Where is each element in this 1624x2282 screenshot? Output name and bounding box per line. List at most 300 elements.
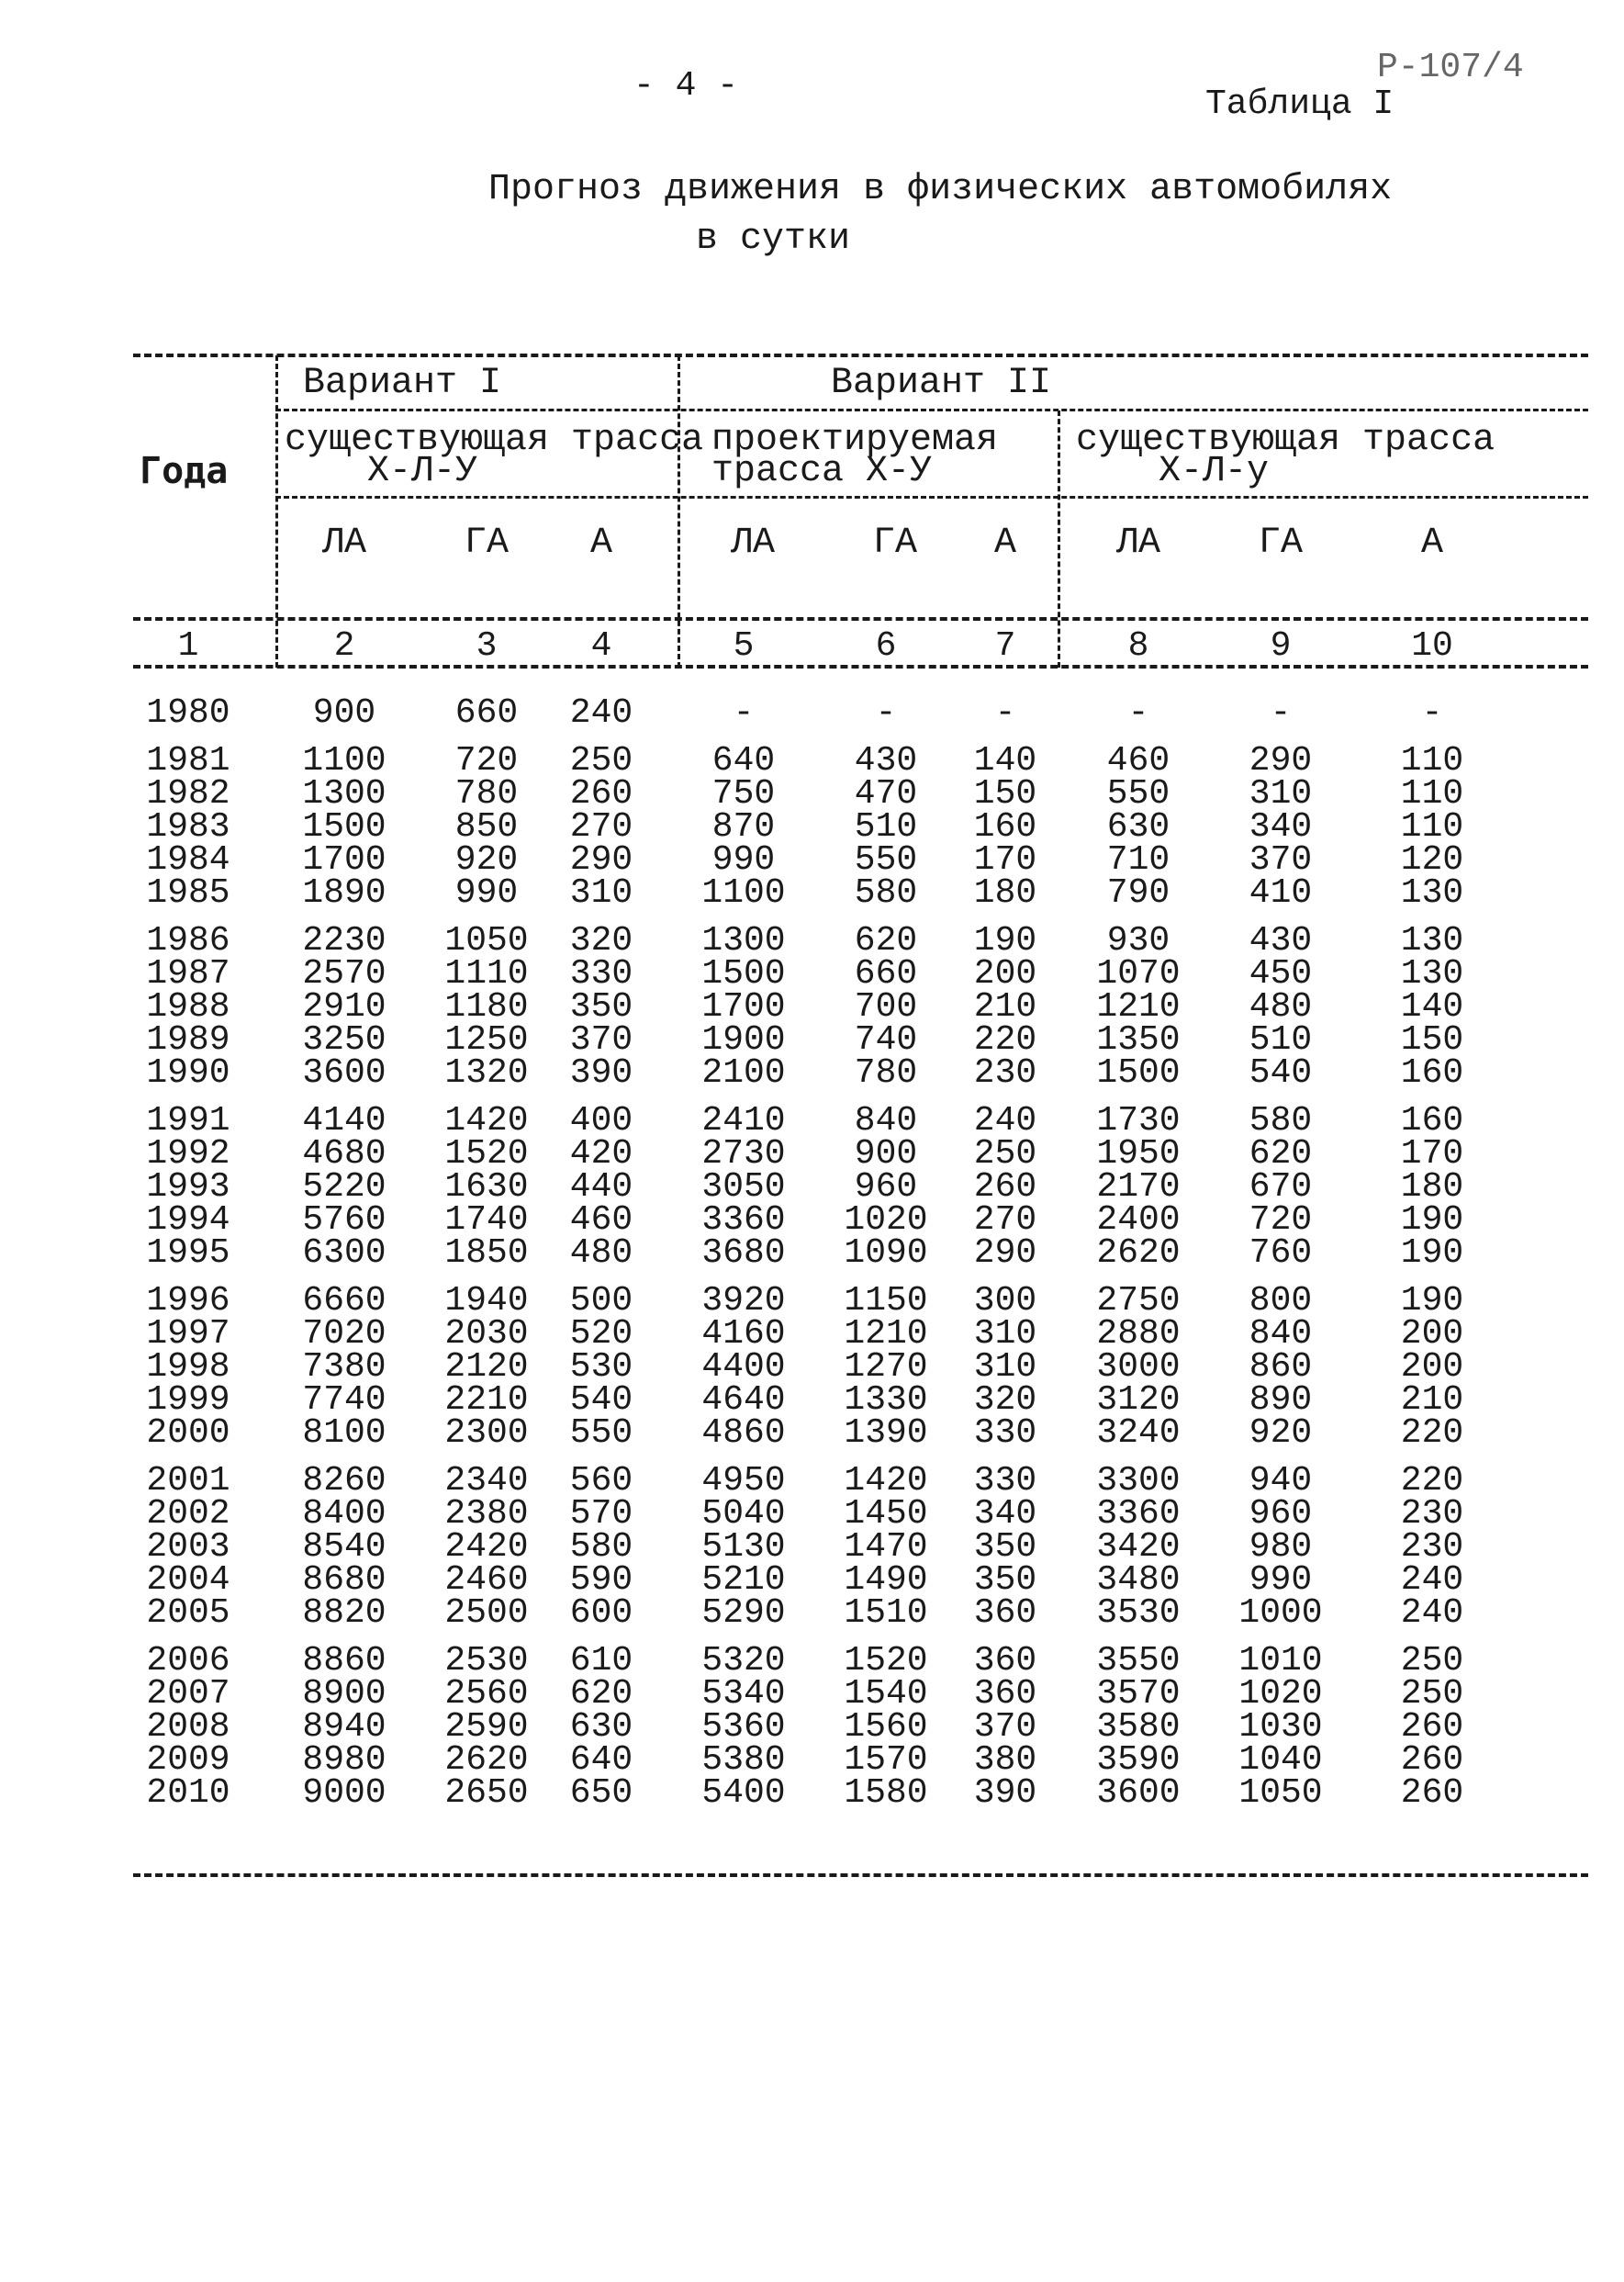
header-v2-existing-route-name: Х-Л-у (1159, 451, 1270, 492)
value-cell: 290 (973, 1233, 1037, 1273)
value-cell: 110 (1400, 807, 1464, 847)
header-v2-new-route: проектируемая (711, 420, 999, 461)
value-cell: 410 (1249, 873, 1313, 913)
value-cell: 6660 (302, 1281, 386, 1321)
year-cell: 1981 (146, 741, 230, 781)
value-cell: 960 (1249, 1494, 1313, 1534)
value-cell: 4640 (701, 1380, 786, 1420)
value-cell: 1850 (444, 1233, 529, 1273)
value-cell: 710 (1106, 840, 1170, 880)
year-cell: 1999 (146, 1380, 230, 1420)
value-cell: 8540 (302, 1527, 386, 1567)
value-cell: 1900 (701, 1020, 786, 1060)
value-cell: 1540 (844, 1674, 928, 1714)
value-cell: 540 (569, 1380, 633, 1420)
variant-rule (275, 409, 1588, 411)
value-cell: 630 (569, 1707, 633, 1747)
value-cell: 1320 (444, 1053, 529, 1093)
subhead-6: А (993, 523, 1016, 564)
value-cell: 540 (1249, 1053, 1313, 1093)
value-cell: 1450 (844, 1494, 928, 1534)
value-cell: 870 (711, 807, 776, 847)
value-cell: 5340 (701, 1674, 786, 1714)
value-cell: 510 (1249, 1020, 1313, 1060)
value-cell: 190 (1400, 1281, 1464, 1321)
value-cell: 7380 (302, 1347, 386, 1387)
value-cell: 470 (854, 774, 918, 814)
value-cell: 800 (1249, 1281, 1313, 1321)
subhead-9: А (1420, 523, 1443, 564)
value-cell: 1030 (1238, 1707, 1323, 1747)
value-cell: 3120 (1096, 1380, 1181, 1420)
value-cell: 7740 (302, 1380, 386, 1420)
year-cell: 1983 (146, 807, 230, 847)
value-cell: 630 (1106, 807, 1170, 847)
value-cell: 3590 (1096, 1740, 1181, 1780)
colnum-1: 1 (177, 626, 199, 666)
subhead-8: ГА (1258, 523, 1303, 564)
value-cell: 2210 (444, 1380, 529, 1420)
value-cell: 840 (1249, 1314, 1313, 1354)
value-cell: 590 (569, 1560, 633, 1600)
year-cell: 1997 (146, 1314, 230, 1354)
value-cell: 3300 (1096, 1461, 1181, 1501)
value-cell: 2560 (444, 1674, 529, 1714)
value-cell: 480 (569, 1233, 633, 1273)
value-cell: 3580 (1096, 1707, 1181, 1747)
colnum-7: 7 (994, 626, 1016, 666)
year-cell: 1989 (146, 1020, 230, 1060)
value-cell: 740 (854, 1020, 918, 1060)
value-cell: - (1127, 693, 1149, 733)
value-cell: 180 (973, 873, 1037, 913)
value-cell: 9000 (302, 1773, 386, 1813)
year-cell: 1987 (146, 954, 230, 994)
value-cell: 120 (1400, 840, 1464, 880)
value-cell: 370 (1249, 840, 1313, 880)
value-cell: 1730 (1096, 1101, 1181, 1141)
value-cell: 250 (1400, 1641, 1464, 1681)
value-cell: 190 (1400, 1200, 1464, 1240)
value-cell: 330 (569, 954, 633, 994)
value-cell: 5040 (701, 1494, 786, 1534)
value-cell: 140 (973, 741, 1037, 781)
year-cell: 1984 (146, 840, 230, 880)
value-cell: 530 (569, 1347, 633, 1387)
year-cell: 2004 (146, 1560, 230, 1600)
value-cell: 310 (569, 873, 633, 913)
value-cell: 3570 (1096, 1674, 1181, 1714)
value-cell: 190 (1400, 1233, 1464, 1273)
value-cell: 6300 (302, 1233, 386, 1273)
value-cell: 290 (1249, 741, 1313, 781)
value-cell: 110 (1400, 741, 1464, 781)
value-cell: 1500 (701, 954, 786, 994)
subhead-3: А (589, 523, 612, 564)
value-cell: 990 (454, 873, 519, 913)
value-cell: 1050 (1238, 1773, 1323, 1813)
value-cell: 2120 (444, 1347, 529, 1387)
value-cell: 1010 (1238, 1641, 1323, 1681)
value-cell: 5290 (701, 1593, 786, 1633)
value-cell: 350 (973, 1560, 1037, 1600)
value-cell: 4860 (701, 1413, 786, 1453)
value-cell: 4680 (302, 1134, 386, 1174)
value-cell: 1330 (844, 1380, 928, 1420)
value-cell: 8900 (302, 1674, 386, 1714)
header-v2-existing-route: существующая трасса (1076, 420, 1495, 461)
year-cell: 1982 (146, 774, 230, 814)
value-cell: 620 (1249, 1134, 1313, 1174)
year-cell: 1991 (146, 1101, 230, 1141)
table-top-rule (133, 354, 1588, 357)
value-cell: 1020 (1238, 1674, 1323, 1714)
value-cell: 220 (1400, 1461, 1464, 1501)
value-cell: 430 (1249, 921, 1313, 961)
value-cell: 220 (973, 1020, 1037, 1060)
value-cell: 520 (569, 1314, 633, 1354)
value-cell: 780 (854, 1053, 918, 1093)
subhead-7: ЛА (1115, 523, 1160, 564)
value-cell: 250 (1400, 1674, 1464, 1714)
value-cell: - (994, 693, 1016, 733)
year-cell: 2003 (146, 1527, 230, 1567)
value-cell: 1420 (844, 1461, 928, 1501)
value-cell: 210 (1400, 1380, 1464, 1420)
value-cell: 420 (569, 1134, 633, 1174)
value-cell: 940 (1249, 1461, 1313, 1501)
value-cell: 230 (973, 1053, 1037, 1093)
value-cell: 3600 (1096, 1773, 1181, 1813)
value-cell: 670 (1249, 1167, 1313, 1207)
value-cell: 460 (569, 1200, 633, 1240)
value-cell: 560 (569, 1461, 633, 1501)
subhead-1: ЛА (321, 523, 366, 564)
value-cell: 170 (973, 840, 1037, 880)
header-variant-2: Вариант II (831, 363, 1052, 404)
value-cell: 300 (973, 1281, 1037, 1321)
value-cell: 1510 (844, 1593, 928, 1633)
value-cell: 4950 (701, 1461, 786, 1501)
value-cell: 1700 (302, 840, 386, 880)
value-cell: 2030 (444, 1314, 529, 1354)
value-cell: 250 (569, 741, 633, 781)
year-cell: 2005 (146, 1593, 230, 1633)
value-cell: 1520 (444, 1134, 529, 1174)
value-cell: 380 (973, 1740, 1037, 1780)
value-cell: 650 (569, 1773, 633, 1813)
value-cell: 3360 (701, 1200, 786, 1240)
value-cell: 5400 (701, 1773, 786, 1813)
value-cell: 430 (854, 741, 918, 781)
value-cell: 5380 (701, 1740, 786, 1780)
value-cell: 130 (1400, 954, 1464, 994)
year-cell: 1986 (146, 921, 230, 961)
value-cell: 980 (1249, 1527, 1313, 1567)
value-cell: 1070 (1096, 954, 1181, 994)
year-cell: 1980 (146, 693, 230, 733)
value-cell: 3550 (1096, 1641, 1181, 1681)
value-cell: 1300 (302, 774, 386, 814)
value-cell: 920 (454, 840, 519, 880)
value-cell: 130 (1400, 921, 1464, 961)
subhead-2: ГА (464, 523, 509, 564)
year-cell: 2001 (146, 1461, 230, 1501)
value-cell: 1500 (1096, 1053, 1181, 1093)
colnum-3: 3 (476, 626, 498, 666)
value-cell: 840 (854, 1101, 918, 1141)
year-cell: 2007 (146, 1674, 230, 1714)
value-cell: 2590 (444, 1707, 529, 1747)
value-cell: 2620 (1096, 1233, 1181, 1273)
value-cell: 3250 (302, 1020, 386, 1060)
value-cell: 240 (1400, 1593, 1464, 1633)
value-cell: 150 (1400, 1020, 1464, 1060)
value-cell: 1250 (444, 1020, 529, 1060)
value-cell: 1630 (444, 1167, 529, 1207)
year-cell: 1990 (146, 1053, 230, 1093)
col-divider-2 (678, 355, 680, 668)
value-cell: 1390 (844, 1413, 928, 1453)
value-cell: 3240 (1096, 1413, 1181, 1453)
colnum-5: 5 (733, 626, 755, 666)
colnum-4: 4 (590, 626, 612, 666)
value-cell: 790 (1106, 873, 1170, 913)
value-cell: 5360 (701, 1707, 786, 1747)
value-cell: 240 (1400, 1560, 1464, 1600)
value-cell: 1210 (1096, 987, 1181, 1027)
header-variant-1: Вариант I (303, 363, 502, 404)
value-cell: - (733, 693, 755, 733)
colnum-2: 2 (333, 626, 355, 666)
value-cell: 260 (1400, 1740, 1464, 1780)
value-cell: 160 (1400, 1101, 1464, 1141)
value-cell: 3000 (1096, 1347, 1181, 1387)
document-code: Р-107/4 (1377, 48, 1524, 87)
value-cell: 440 (569, 1167, 633, 1207)
value-cell: 2530 (444, 1641, 529, 1681)
value-cell: 3680 (701, 1233, 786, 1273)
colnum-8: 8 (1127, 626, 1149, 666)
value-cell: 930 (1106, 921, 1170, 961)
year-cell: 1993 (146, 1167, 230, 1207)
subhead-rule (133, 617, 1588, 621)
value-cell: 160 (973, 807, 1037, 847)
value-cell: 240 (569, 693, 633, 733)
value-cell: 4140 (302, 1101, 386, 1141)
value-cell: 780 (454, 774, 519, 814)
value-cell: 850 (454, 807, 519, 847)
value-cell: 260 (1400, 1707, 1464, 1747)
value-cell: 370 (973, 1707, 1037, 1747)
value-cell: 8860 (302, 1641, 386, 1681)
value-cell: 3920 (701, 1281, 786, 1321)
value-cell: 1580 (844, 1773, 928, 1813)
value-cell: 1560 (844, 1707, 928, 1747)
value-cell: 160 (1400, 1053, 1464, 1093)
value-cell: 500 (569, 1281, 633, 1321)
colnum-9: 9 (1270, 626, 1292, 666)
value-cell: 5210 (701, 1560, 786, 1600)
value-cell: 1100 (701, 873, 786, 913)
value-cell: 2570 (302, 954, 386, 994)
value-cell: 200 (1400, 1314, 1464, 1354)
value-cell: 270 (973, 1200, 1037, 1240)
value-cell: 1090 (844, 1233, 928, 1273)
value-cell: 5130 (701, 1527, 786, 1567)
value-cell: 2460 (444, 1560, 529, 1600)
value-cell: 620 (854, 921, 918, 961)
value-cell: 920 (1249, 1413, 1313, 1453)
value-cell: 370 (569, 1020, 633, 1060)
value-cell: 760 (1249, 1233, 1313, 1273)
value-cell: 660 (854, 954, 918, 994)
value-cell: 3050 (701, 1167, 786, 1207)
value-cell: 550 (569, 1413, 633, 1453)
value-cell: 600 (569, 1593, 633, 1633)
value-cell: 310 (973, 1314, 1037, 1354)
subhead-5: ГА (872, 523, 917, 564)
value-cell: 230 (1400, 1494, 1464, 1534)
value-cell: 8940 (302, 1707, 386, 1747)
value-cell: 360 (973, 1674, 1037, 1714)
value-cell: 8680 (302, 1560, 386, 1600)
value-cell: 720 (1249, 1200, 1313, 1240)
value-cell: 2420 (444, 1527, 529, 1567)
value-cell: 8820 (302, 1593, 386, 1633)
value-cell: 3480 (1096, 1560, 1181, 1600)
value-cell: 5320 (701, 1641, 786, 1681)
value-cell: - (1421, 693, 1443, 733)
year-cell: 2000 (146, 1413, 230, 1453)
value-cell: 3530 (1096, 1593, 1181, 1633)
value-cell: 750 (711, 774, 776, 814)
value-cell: 580 (569, 1527, 633, 1567)
value-cell: 340 (973, 1494, 1037, 1534)
year-cell: 2006 (146, 1641, 230, 1681)
value-cell: 400 (569, 1101, 633, 1141)
value-cell: 580 (1249, 1101, 1313, 1141)
value-cell: 190 (973, 921, 1037, 961)
year-cell: 1995 (146, 1233, 230, 1273)
value-cell: 390 (973, 1773, 1037, 1813)
value-cell: 5760 (302, 1200, 386, 1240)
value-cell: - (875, 693, 897, 733)
value-cell: 550 (1106, 774, 1170, 814)
value-cell: 1420 (444, 1101, 529, 1141)
value-cell: 480 (1249, 987, 1313, 1027)
value-cell: 1500 (302, 807, 386, 847)
colnum-10: 10 (1411, 626, 1453, 666)
table-label: Таблица I (1205, 84, 1394, 124)
year-cell: 1985 (146, 873, 230, 913)
value-cell: 8100 (302, 1413, 386, 1453)
value-cell: 360 (973, 1641, 1037, 1681)
value-cell: 3420 (1096, 1527, 1181, 1567)
value-cell: 310 (1249, 774, 1313, 814)
value-cell: 130 (1400, 873, 1464, 913)
value-cell: 240 (973, 1101, 1037, 1141)
table-bottom-rule (133, 1873, 1588, 1877)
value-cell: 3360 (1096, 1494, 1181, 1534)
value-cell: 1270 (844, 1347, 928, 1387)
value-cell: 330 (973, 1461, 1037, 1501)
value-cell: 2410 (701, 1101, 786, 1141)
year-cell: 1998 (146, 1347, 230, 1387)
value-cell: 350 (973, 1527, 1037, 1567)
value-cell: 290 (569, 840, 633, 880)
value-cell: 220 (1400, 1413, 1464, 1453)
header-v1-route-name: Х-Л-У (367, 451, 478, 492)
value-cell: 1570 (844, 1740, 928, 1780)
route-rule (275, 496, 1588, 499)
value-cell: 1150 (844, 1281, 928, 1321)
value-cell: 1210 (844, 1314, 928, 1354)
value-cell: 360 (973, 1593, 1037, 1633)
value-cell: 890 (1249, 1380, 1313, 1420)
value-cell: 8400 (302, 1494, 386, 1534)
value-cell: 2400 (1096, 1200, 1181, 1240)
value-cell: 900 (854, 1134, 918, 1174)
value-cell: 1180 (444, 987, 529, 1027)
value-cell: 1470 (844, 1527, 928, 1567)
value-cell: 4400 (701, 1347, 786, 1387)
value-cell: 1950 (1096, 1134, 1181, 1174)
col-divider-1 (275, 355, 278, 668)
value-cell: 550 (854, 840, 918, 880)
value-cell: 510 (854, 807, 918, 847)
value-cell: 140 (1400, 987, 1464, 1027)
value-cell: 200 (973, 954, 1037, 994)
value-cell: 1110 (444, 954, 529, 994)
value-cell: 2910 (302, 987, 386, 1027)
value-cell: 1300 (701, 921, 786, 961)
header-v2-new-route-name: трасса Х-У (711, 451, 933, 492)
value-cell: 990 (1249, 1560, 1313, 1600)
value-cell: 2340 (444, 1461, 529, 1501)
value-cell: 200 (1400, 1347, 1464, 1387)
year-cell: 2008 (146, 1707, 230, 1747)
value-cell: 2500 (444, 1593, 529, 1633)
year-cell: 1992 (146, 1134, 230, 1174)
value-cell: 2650 (444, 1773, 529, 1813)
value-cell: 620 (569, 1674, 633, 1714)
value-cell: 960 (854, 1167, 918, 1207)
value-cell: 260 (973, 1167, 1037, 1207)
value-cell: 320 (973, 1380, 1037, 1420)
value-cell: 1040 (1238, 1740, 1323, 1780)
value-cell: 640 (711, 741, 776, 781)
value-cell: 150 (973, 774, 1037, 814)
value-cell: 2170 (1096, 1167, 1181, 1207)
value-cell: 460 (1106, 741, 1170, 781)
value-cell: 860 (1249, 1347, 1313, 1387)
value-cell: 2380 (444, 1494, 529, 1534)
value-cell: 1100 (302, 741, 386, 781)
year-cell: 2009 (146, 1740, 230, 1780)
value-cell: 2880 (1096, 1314, 1181, 1354)
value-cell: 700 (854, 987, 918, 1027)
value-cell: 230 (1400, 1527, 1464, 1567)
value-cell: 1700 (701, 987, 786, 1027)
value-cell: 2300 (444, 1413, 529, 1453)
value-cell: 2230 (302, 921, 386, 961)
value-cell: 8260 (302, 1461, 386, 1501)
value-cell: 1490 (844, 1560, 928, 1600)
table-title: Прогноз движения в физических автомобилях (488, 169, 1393, 210)
value-cell: - (1270, 693, 1292, 733)
value-cell: 310 (973, 1347, 1037, 1387)
